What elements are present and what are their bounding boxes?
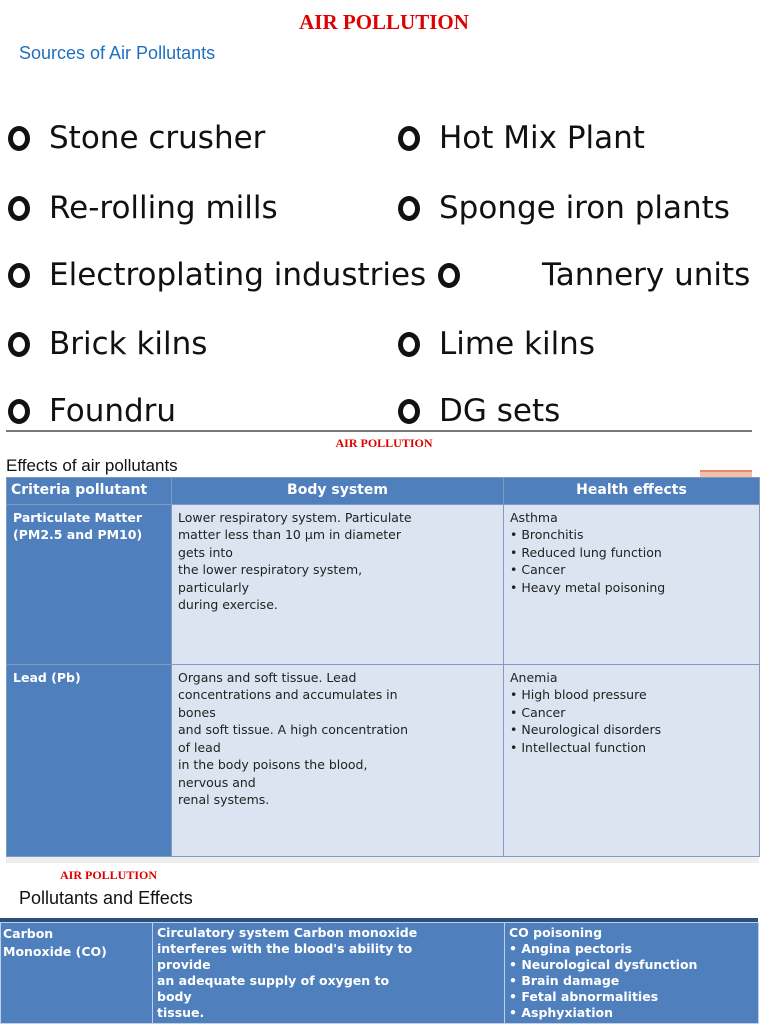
- cell-line: Monoxide (CO): [3, 943, 107, 959]
- cell-line: particularly: [178, 579, 250, 595]
- sources-subtitle: Sources of Air Pollutants: [19, 43, 216, 63]
- cell-line: an adequate supply of oxygen to: [157, 973, 390, 988]
- cell-line: renal systems.: [178, 792, 270, 807]
- pollutants-table: [0, 922, 759, 1024]
- cell-line: nervous and: [178, 774, 256, 790]
- source-label: Electroplating industries: [49, 257, 427, 293]
- source-item: [438, 257, 750, 293]
- cell-line: • Neurological disorders: [510, 722, 662, 737]
- health-effects-cell: [504, 504, 760, 664]
- column-header: Body system: [172, 478, 504, 505]
- source-label: Brick kilns: [49, 326, 208, 362]
- cell-line: • Angina pectoris: [509, 941, 633, 956]
- source-item: [398, 120, 645, 156]
- source-item: [8, 326, 207, 362]
- section-divider: [6, 430, 752, 432]
- bullet-icon: [398, 126, 420, 151]
- bullet-icon: [398, 332, 420, 357]
- source-item: [398, 190, 730, 226]
- cell-line: Lead (Pb): [13, 669, 81, 685]
- source-item: [8, 257, 426, 293]
- source-label: Sponge iron plants: [439, 190, 730, 226]
- source-item: [398, 326, 595, 362]
- cell-line: in the body poisons the blood,: [178, 757, 368, 772]
- cell-line: Anemia: [510, 669, 558, 685]
- cell-line: • Brain damage: [509, 973, 620, 988]
- source-label: Re-rolling mills: [49, 190, 278, 226]
- effects-heading: Effects of air pollutants: [6, 456, 178, 475]
- cell-line: • High blood pressure: [510, 687, 647, 702]
- source-label: DG sets: [439, 393, 561, 429]
- cell-line: bones: [178, 704, 216, 720]
- cell-line: Particulate Matter: [13, 509, 142, 525]
- cell-line: • Neurological dysfunction: [509, 957, 698, 972]
- body-system-cell: [172, 664, 504, 856]
- source-label: Stone crusher: [49, 120, 266, 156]
- bullet-icon: [8, 399, 30, 424]
- cell-line: matter less than 10 µm in diameter: [178, 527, 401, 542]
- section-title: AIR POLLUTION: [335, 436, 433, 450]
- cell-line: Circulatory system Carbon monoxide: [157, 925, 418, 940]
- cell-line: • Cancer: [510, 704, 566, 720]
- cell-line: • Cancer: [510, 562, 566, 577]
- source-item: [8, 120, 265, 156]
- source-label: Tannery units: [542, 257, 751, 293]
- body-system-cell: [172, 504, 504, 664]
- cell-line: and soft tissue. A high concentration: [178, 722, 408, 737]
- cell-line: body: [157, 989, 192, 1004]
- table-row: [7, 664, 760, 856]
- cell-line: • Heavy metal poisoning: [510, 579, 666, 595]
- cell-line: • Bronchitis: [510, 527, 584, 542]
- cell-line: provide: [157, 957, 211, 972]
- source-label: Hot Mix Plant: [439, 120, 645, 156]
- source-label: Foundru: [49, 393, 177, 429]
- health-effects-cell: [504, 664, 760, 856]
- bullet-icon: [8, 196, 30, 221]
- cell-line: Lower respiratory system. Particulate: [178, 509, 412, 525]
- page-title: AIR POLLUTION: [299, 10, 469, 34]
- cell-line: the lower respiratory system,: [178, 562, 363, 577]
- pollutants-heading: Pollutants and Effects: [19, 888, 193, 908]
- source-item: [8, 190, 278, 226]
- pollutant-cell: [1, 923, 153, 1024]
- cell-line: Asthma: [510, 509, 558, 525]
- section-title: AIR POLLUTION: [60, 868, 158, 882]
- cell-line: • Reduced lung function: [510, 544, 662, 560]
- source-item: [398, 393, 560, 429]
- column-header: Criteria pollutant: [7, 478, 172, 505]
- cell-line: of lead: [178, 739, 221, 755]
- cell-line: concentrations and accumulates in: [178, 687, 398, 702]
- bullet-icon: [438, 263, 460, 288]
- source-label: Lime kilns: [439, 326, 595, 362]
- health-effects-cell: [505, 923, 759, 1024]
- cell-line: gets into: [178, 544, 233, 560]
- table-row: [7, 504, 760, 664]
- cell-line: during exercise.: [178, 597, 278, 612]
- cell-line: tissue.: [157, 1005, 205, 1020]
- pollutant-cell: [7, 504, 172, 664]
- cell-line: • Fetal abnormalities: [509, 989, 659, 1004]
- bullet-icon: [398, 196, 420, 221]
- cell-line: interferes with the blood's ability to: [157, 941, 413, 956]
- table-row: [1, 923, 759, 1024]
- source-item: [8, 393, 176, 429]
- cell-line: Organs and soft tissue. Lead: [178, 669, 357, 685]
- cell-line: • Intellectual function: [510, 739, 647, 755]
- bullet-icon: [8, 332, 30, 357]
- effects-table: [6, 477, 760, 857]
- cell-line: CO poisoning: [509, 925, 603, 940]
- bullet-icon: [8, 126, 30, 151]
- column-header: Health effects: [504, 478, 760, 505]
- cell-line: Carbon: [3, 926, 54, 941]
- bullet-icon: [8, 263, 30, 288]
- pollutant-cell: [7, 664, 172, 856]
- table-header-row: [7, 478, 760, 505]
- cell-line: (PM2.5 and PM10): [13, 527, 143, 542]
- cell-line: • Asphyxiation: [509, 1005, 613, 1020]
- bullet-icon: [398, 399, 420, 424]
- body-system-cell: [153, 923, 505, 1024]
